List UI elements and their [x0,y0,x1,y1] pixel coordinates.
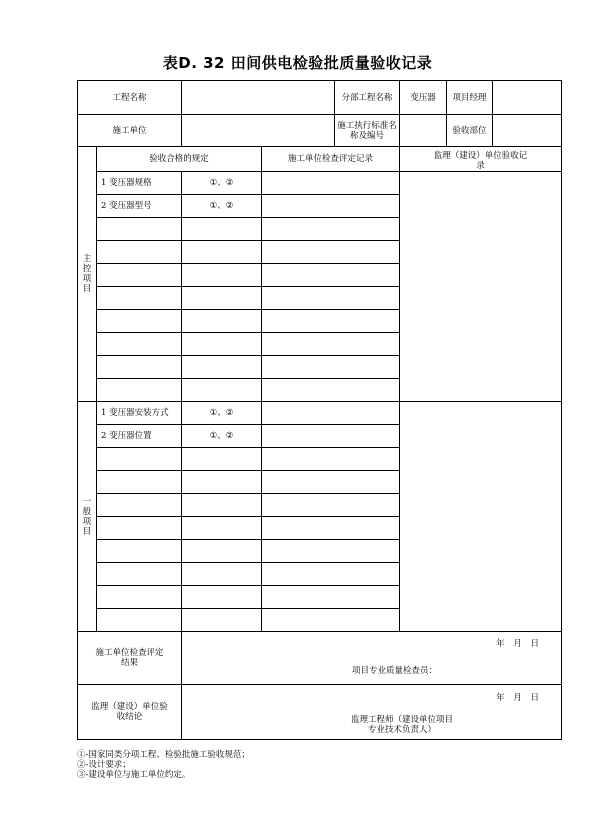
supervision-conclusion-row [78,685,562,740]
main-item-self-check[interactable] [262,287,400,310]
main-item-basis [182,310,262,333]
general-item-name [97,586,182,609]
general-item-name: 2 变压器位置 [97,425,182,448]
general-item-basis [182,471,262,494]
general-item-name: 1 变压器安装方式 [97,402,182,425]
main-item-basis [182,287,262,310]
supervision-date: 年 月 日 [496,693,540,703]
main-item-name [97,241,182,264]
main-item-self-check[interactable] [262,195,400,218]
general-item-name [97,448,182,471]
project-name-value[interactable] [182,81,335,115]
general-item-self-check[interactable] [262,586,400,609]
acceptance-record-table [77,80,562,740]
main-item-self-check[interactable] [262,379,400,402]
header-row-2 [78,115,562,147]
general-section-label: 一般项目 [82,496,92,537]
main-supervision-record[interactable] [400,172,562,402]
main-item-self-check[interactable] [262,310,400,333]
main-item-name [97,287,182,310]
general-supervision-record[interactable] [400,402,562,632]
general-item-basis [182,563,262,586]
main-item-name [97,264,182,287]
main-item-self-check[interactable] [262,264,400,287]
header-row-1 [78,81,562,115]
main-item-name [97,310,182,333]
general-item-self-check[interactable] [262,402,400,425]
note-1: ①-国家同类分项工程、检验批施工验收规范； [77,750,250,760]
main-control-section-label [78,147,97,402]
self-eval-content[interactable] [182,632,562,685]
self-check-column-header: 施工单位检查评定记录 [262,147,400,172]
main-item-basis [182,356,262,379]
general-item-basis [182,448,262,471]
main-item-self-check[interactable] [262,241,400,264]
general-item-basis: ①、② [182,425,262,448]
main-item-basis: ①、② [182,172,262,195]
general-item-row [78,402,562,425]
rules-column-header: 验收合格的规定 [97,147,262,172]
main-item-basis [182,218,262,241]
general-item-basis [182,494,262,517]
main-item-basis [182,333,262,356]
general-section-cell [78,402,97,632]
main-item-name [97,333,182,356]
general-item-name [97,609,182,632]
general-item-self-check[interactable] [262,563,400,586]
construction-unit-label: 施工单位 [78,115,182,147]
main-item-basis: ①、② [182,195,262,218]
sub-project-value[interactable]: 变压器 [400,81,447,115]
supervision-signer: 监理工程师（建设单位项目专业技术负责人） [351,715,454,735]
supervision-column-header-text: 监理（建设）单位验收记录 [433,151,528,171]
general-item-self-check[interactable] [262,425,400,448]
self-eval-row [78,632,562,685]
note-2: ②-设计要求； [77,760,131,770]
main-item-self-check[interactable] [262,218,400,241]
acceptance-part-value[interactable] [493,115,561,146]
supervision-column-header [400,147,562,172]
note-3: ③-建设单位与施工单位约定。 [77,770,191,780]
general-item-basis [182,540,262,563]
general-item-name [97,471,182,494]
project-manager-label: 项目经理 [447,81,493,114]
general-item-basis [182,586,262,609]
general-item-name [97,540,182,563]
general-item-self-check[interactable] [262,517,400,540]
standard-label: 施工执行标准名称及编号 [335,115,400,147]
main-item-self-check[interactable] [262,172,400,195]
main-item-name [97,379,182,402]
acceptance-part-label: 验收部位 [447,115,493,146]
self-eval-signer: 项目专业质量检查员： [352,666,438,676]
self-eval-label: 施工单位检查评定结果 [95,648,164,668]
supervision-content[interactable] [182,685,562,740]
main-item-row [78,172,562,195]
general-item-self-check[interactable] [262,609,400,632]
self-eval-date: 年 月 日 [496,639,540,649]
standard-value[interactable] [400,115,447,147]
general-item-self-check[interactable] [262,540,400,563]
main-item-basis [182,379,262,402]
notes [77,750,250,780]
main-item-name: 2 变压器型号 [97,195,182,218]
project-name-label: 工程名称 [78,81,182,115]
general-item-self-check[interactable] [262,471,400,494]
sub-project-label: 分部工程名称 [335,81,400,115]
construction-unit-value[interactable] [182,115,335,147]
main-item-self-check[interactable] [262,333,400,356]
column-header-row [78,147,562,172]
form-title: 表D. 32 田间供电检验批质量验收记录 [162,54,433,72]
general-item-self-check[interactable] [262,494,400,517]
main-item-self-check[interactable] [262,356,400,379]
main-item-name [97,218,182,241]
supervision-label: 监理（建设）单位验收结论 [91,702,168,722]
general-item-name [97,563,182,586]
main-item-basis [182,241,262,264]
general-item-name [97,494,182,517]
general-item-basis [182,609,262,632]
general-item-basis: ①、② [182,402,262,425]
general-item-self-check[interactable] [262,448,400,471]
project-manager-value[interactable] [493,81,561,114]
general-item-basis [182,517,262,540]
general-item-name [97,517,182,540]
main-item-basis [182,264,262,287]
main-item-name: 1 变压器规格 [97,172,182,195]
main-item-name [97,356,182,379]
main-section-label: 主控项目 [82,254,92,294]
